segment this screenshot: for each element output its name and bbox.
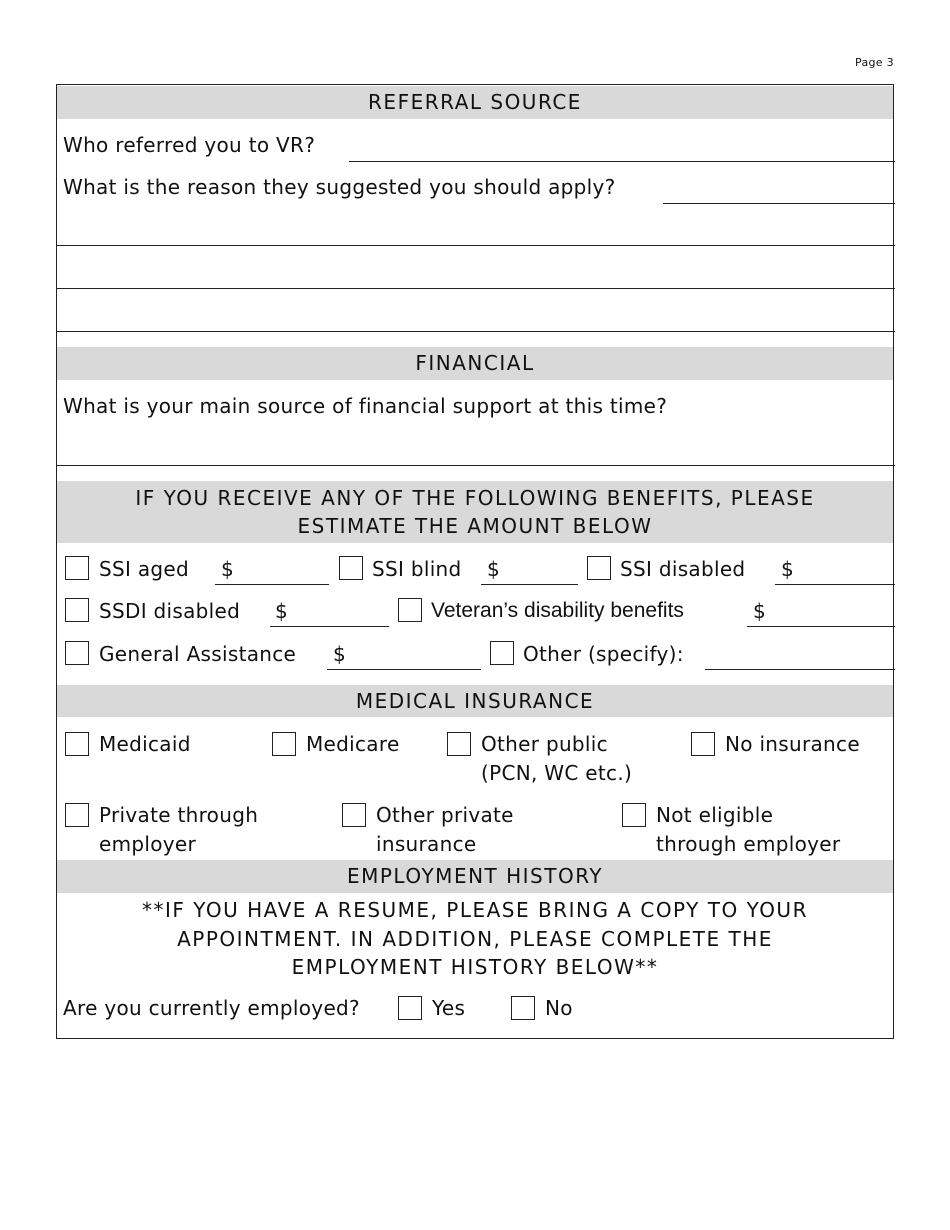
medical-insurance-header: MEDICAL INSURANCE <box>57 685 893 717</box>
no-insurance-label: No insurance <box>725 732 860 756</box>
private-employer-checkbox[interactable] <box>65 803 89 827</box>
referral-reason-line-4[interactable] <box>57 331 895 332</box>
ssdi-disabled-label: SSDI disabled <box>99 599 241 623</box>
ssdi-disabled-amount[interactable] <box>270 626 389 627</box>
private-employer-label-line-2: employer <box>99 832 197 856</box>
referral-reason-line-3[interactable] <box>57 288 895 289</box>
no-insurance-checkbox[interactable] <box>691 732 715 756</box>
page-number: Page 3 <box>855 56 894 69</box>
other-benefit-label: Other (specify): <box>523 642 684 666</box>
other-private-checkbox[interactable] <box>342 803 366 827</box>
resume-notice <box>57 896 893 982</box>
not-eligible-label-line-1: Not eligible <box>656 803 774 827</box>
resume-notice-line-2: APPOINTMENT. IN ADDITION, PLEASE COMPLETE THE <box>177 926 773 951</box>
referral-source-header: REFERRAL SOURCE <box>57 86 893 119</box>
not-eligible-label-line-2: through employer <box>656 832 841 856</box>
other-private-label-line-2: insurance <box>376 832 477 856</box>
other-public-label-line-2: (PCN, WC etc.) <box>481 761 633 785</box>
other-public-label-line-1: Other public <box>481 732 608 756</box>
employed-no-label: No <box>545 996 573 1020</box>
medicare-checkbox[interactable] <box>272 732 296 756</box>
other-benefit-field[interactable] <box>705 669 895 670</box>
employed-no-checkbox[interactable] <box>511 996 535 1020</box>
veteran-benefits-checkbox[interactable] <box>398 598 422 622</box>
veteran-benefits-label: Veteran’s disability benefits <box>431 599 684 622</box>
veteran-benefits-amount[interactable] <box>747 626 895 627</box>
employment-history-header: EMPLOYMENT HISTORY <box>57 860 893 893</box>
ssi-disabled-dollar: $ <box>781 557 795 581</box>
ssi-aged-label: SSI aged <box>99 557 189 581</box>
benefits-header-line-2: ESTIMATE THE AMOUNT BELOW <box>297 514 653 538</box>
currently-employed-question: Are you currently employed? <box>63 996 360 1020</box>
resume-notice-line-1: **IF YOU HAVE A RESUME, PLEASE BRING A COPY TO YOUR <box>142 898 808 922</box>
ssi-disabled-amount[interactable] <box>775 584 895 585</box>
employed-yes-checkbox[interactable] <box>398 996 422 1020</box>
ssi-aged-dollar: $ <box>221 557 235 581</box>
referral-reason-field[interactable] <box>663 203 895 204</box>
financial-support-question: What is your main source of financial support at this time? <box>63 394 668 418</box>
referral-reason-line-2[interactable] <box>57 245 895 246</box>
referral-who-field[interactable] <box>349 161 895 162</box>
other-private-label-line-1: Other private <box>376 803 514 827</box>
ssi-aged-amount[interactable] <box>215 584 329 585</box>
benefits-header-line-1: IF YOU RECEIVE ANY OF THE FOLLOWING BENEFITS, PLEASE <box>135 486 815 510</box>
application-form-page <box>56 84 894 1039</box>
general-assistance-amount[interactable] <box>327 669 481 670</box>
medicaid-label: Medicaid <box>99 732 191 756</box>
resume-notice-line-3: EMPLOYMENT HISTORY BELOW** <box>291 955 659 979</box>
other-benefit-checkbox[interactable] <box>490 641 514 665</box>
ssi-aged-checkbox[interactable] <box>65 556 89 580</box>
ssi-blind-dollar: $ <box>487 557 501 581</box>
financial-header: FINANCIAL <box>57 347 893 380</box>
financial-support-field[interactable] <box>57 465 895 466</box>
ssi-blind-amount[interactable] <box>481 584 578 585</box>
ssdi-disabled-checkbox[interactable] <box>65 598 89 622</box>
veteran-benefits-dollar: $ <box>753 599 767 623</box>
ssi-blind-checkbox[interactable] <box>339 556 363 580</box>
medicare-label: Medicare <box>306 732 400 756</box>
ssdi-disabled-dollar: $ <box>275 599 289 623</box>
ssi-disabled-checkbox[interactable] <box>587 556 611 580</box>
private-employer-label-line-1: Private through <box>99 803 259 827</box>
referral-who-question: Who referred you to VR? <box>63 133 316 157</box>
referral-reason-question: What is the reason they suggested you should apply? <box>63 175 616 199</box>
employed-yes-label: Yes <box>432 996 466 1020</box>
ssi-blind-label: SSI blind <box>372 557 462 581</box>
benefits-header <box>57 481 893 543</box>
ssi-disabled-label: SSI disabled <box>620 557 746 581</box>
not-eligible-employer-checkbox[interactable] <box>622 803 646 827</box>
general-assistance-checkbox[interactable] <box>65 641 89 665</box>
medicaid-checkbox[interactable] <box>65 732 89 756</box>
other-public-checkbox[interactable] <box>447 732 471 756</box>
general-assistance-label: General Assistance <box>99 642 297 666</box>
general-assistance-dollar: $ <box>333 642 347 666</box>
